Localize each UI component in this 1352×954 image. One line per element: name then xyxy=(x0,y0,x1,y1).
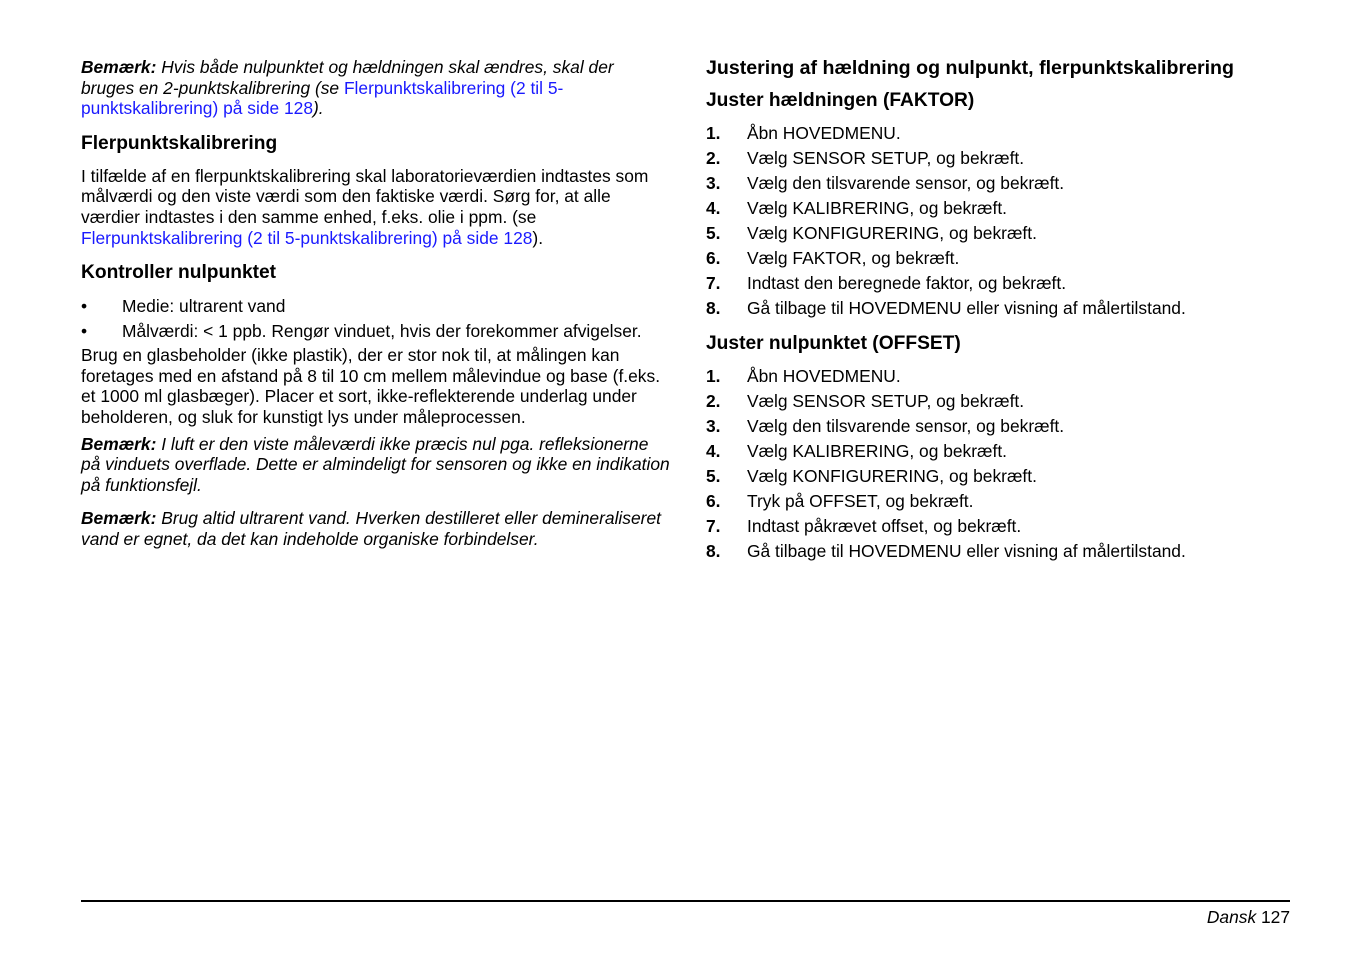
step-text: Åbn HOVEDMENU. xyxy=(747,123,901,143)
list-item xyxy=(706,466,1266,491)
step-text: Vælg SENSOR SETUP, og bekræft. xyxy=(747,391,1025,411)
footer-divider xyxy=(81,900,1290,902)
note-ultrapure-water xyxy=(81,508,671,549)
heading-multipoint-calibration: Flerpunktskalibrering xyxy=(81,132,278,154)
paragraph-text: I tilfælde af en flerpunktskalibrering skal laboratorieværdien indtastes som målværdi og den viste værdi som den faktiske værdi. Sørg for, at alle værdier indtastes i den samme enhed, f.eks. olie i ppm. (se xyxy=(81,165,649,227)
step-text: Vælg KALIBRERING, og bekræft. xyxy=(747,198,1007,218)
heading-check-zero-point: Kontroller nulpunktet xyxy=(81,262,277,284)
list-item xyxy=(706,298,1266,323)
note-label: Bemærk: xyxy=(81,433,157,454)
step-number: 4. xyxy=(706,441,721,461)
steps-list-offset xyxy=(706,366,1266,566)
step-number: 5. xyxy=(706,223,721,243)
step-number: 6. xyxy=(706,248,721,268)
step-number: 5. xyxy=(706,466,721,486)
step-text: Gå tilbage til HOVEDMENU eller visning af målertilstand. xyxy=(747,541,1186,561)
step-number: 2. xyxy=(706,391,721,411)
list-item xyxy=(706,248,1266,273)
step-number: 1. xyxy=(706,366,721,386)
list-item xyxy=(706,123,1266,148)
page-footer xyxy=(1207,907,1290,928)
paragraph-glass-container: Brug en glasbeholder (ikke plastik), der er stor nok til, at målingen kan foretages med en afstand på 8 til 10 cm mellem målevindue og base (f.eks. et 1000 ml glasbæger). Placer et sort, ikke-reflekterende underlag under beholderen, og sluk for kunstigt lys under måleprocessen. xyxy=(81,345,661,427)
page-number: 127 xyxy=(1260,907,1290,927)
note-text: I luft er den viste måleværdi ikke præcis nul pga. refleksionerne på vinduets overflade. Dette er almindeligt for sensoren og ikke en indikation på funktionsfejl. xyxy=(81,433,670,495)
bullet-text: Medie: ultrarent vand xyxy=(122,296,286,317)
note-both-points xyxy=(81,57,671,119)
list-item xyxy=(706,198,1266,223)
list-item xyxy=(81,296,671,321)
list-item xyxy=(706,416,1266,441)
list-item xyxy=(706,173,1266,198)
note-text: Brug altid ultrarent vand. Hverken destilleret eller demineraliseret vand er egnet, da det kan indeholde organiske forbindelser. xyxy=(81,508,661,549)
step-number: 4. xyxy=(706,198,721,218)
list-item xyxy=(706,366,1266,391)
list-item xyxy=(706,223,1266,248)
step-number: 3. xyxy=(706,416,721,436)
step-number: 7. xyxy=(706,516,721,536)
list-item xyxy=(706,516,1266,541)
step-text: Indtast den beregnede faktor, og bekræft. xyxy=(747,273,1067,293)
step-number: 1. xyxy=(706,123,721,143)
step-text: Vælg KONFIGURERING, og bekræft. xyxy=(747,466,1037,486)
link-multipoint-calibration-2[interactable]: Flerpunktskalibrering (2 til 5-punktskalibrering) på side 128 xyxy=(81,227,533,248)
note-end: ). xyxy=(313,98,324,119)
step-text: Vælg KALIBRERING, og bekræft. xyxy=(747,441,1007,461)
step-text: Vælg den tilsvarende sensor, og bekræft. xyxy=(747,416,1065,436)
step-number: 8. xyxy=(706,298,721,318)
paragraph-end: ). xyxy=(532,227,544,248)
list-item xyxy=(706,391,1266,416)
note-label: Bemærk: xyxy=(81,57,157,77)
list-item xyxy=(706,491,1266,516)
bullet-text: Målværdi: < 1 ppb. Rengør vinduet, hvis der forekommer afvigelser. xyxy=(122,321,642,342)
right-column xyxy=(706,56,1266,566)
footer-language: Dansk xyxy=(1206,907,1257,927)
step-text: Vælg SENSOR SETUP, og bekræft. xyxy=(747,148,1025,168)
link-multipoint-calibration[interactable]: Flerpunktskalibrering (2 til 5-punktskalibrering) på side 128 xyxy=(81,77,564,119)
step-number: 6. xyxy=(706,491,721,511)
list-item xyxy=(706,441,1266,466)
bullet-icon: • xyxy=(81,296,88,317)
bullet-list xyxy=(81,296,671,346)
steps-list-factor xyxy=(706,123,1266,323)
step-text: Indtast påkrævet offset, og bekræft. xyxy=(747,516,1022,536)
note-air-reading xyxy=(81,434,671,496)
heading-adjust-zero-offset: Juster nulpunktet (OFFSET) xyxy=(706,333,961,354)
paragraph-multipoint-calibration xyxy=(81,166,671,248)
left-column xyxy=(81,56,671,550)
bullet-icon: • xyxy=(81,321,88,342)
list-item xyxy=(706,148,1266,173)
step-number: 2. xyxy=(706,148,721,168)
step-text: Tryk på OFFSET, og bekræft. xyxy=(747,491,974,511)
step-number: 3. xyxy=(706,173,721,193)
step-text: Gå tilbage til HOVEDMENU eller visning af målertilstand. xyxy=(747,298,1186,318)
step-text: Åbn HOVEDMENU. xyxy=(747,366,901,386)
list-item xyxy=(706,273,1266,298)
note-text: Hvis både nulpunktet og hældningen skal ændres, skal der bruges en 2-punktskalibrering (se xyxy=(81,57,614,98)
heading-slope-zero-adjustment: Justering af hældning og nulpunkt, flerpunktskalibrering xyxy=(706,57,1234,79)
step-number: 7. xyxy=(706,273,721,293)
step-text: Vælg FAKTOR, og bekræft. xyxy=(747,248,960,268)
step-text: Vælg KONFIGURERING, og bekræft. xyxy=(747,223,1037,243)
list-item xyxy=(706,541,1266,566)
heading-adjust-slope-factor: Juster hældningen (FAKTOR) xyxy=(706,90,975,111)
step-number: 8. xyxy=(706,541,721,561)
list-item xyxy=(81,321,671,346)
note-label: Bemærk: xyxy=(81,508,157,529)
step-text: Vælg den tilsvarende sensor, og bekræft. xyxy=(747,173,1065,193)
